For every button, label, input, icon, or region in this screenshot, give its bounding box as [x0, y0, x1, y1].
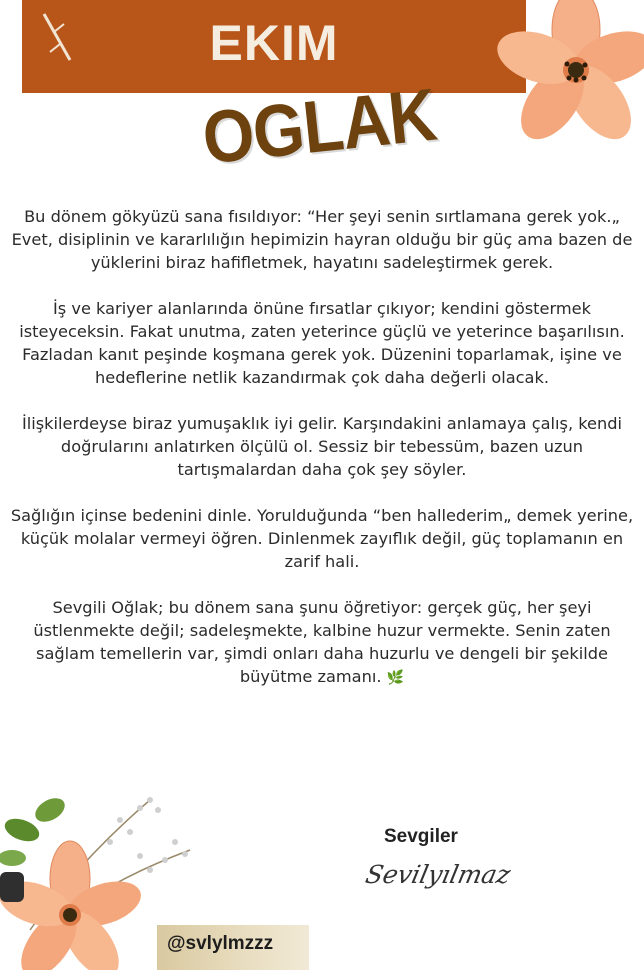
- month-title: EKIM: [209, 15, 339, 71]
- paragraph-health: Sağlığın içinse bedenini dinle. Yorulduğunda “ben hallederim„ demek yerine, küçük molalar vermeyi öğren. Dinlenmek zayıflık değil, güç toplamanın en zarif hali.: [10, 506, 634, 571]
- paragraph-closing: Sevgili Oğlak; bu dönem sana şunu öğretiyor: gerçek güç, her şeyi üstlenmekte değil; sadeleşmekte, kalbine huzur vermekte. Senin zaten sağlam temellerin var, şimdi onları daha huzurlu ve dengeli bir şekilde büyütme zamanı. 🌿: [33, 598, 611, 686]
- flower-icon: [478, 0, 644, 160]
- social-handle-badge: [157, 925, 309, 970]
- social-handle: @svlylmzzz: [167, 933, 274, 954]
- header-banner: [22, 0, 526, 93]
- horoscope-text: [8, 205, 636, 713]
- paragraph-intro: Bu dönem gökyüzü sana fısıldıyor: “Her şeyi senin sırtlamana gerek yok.„ Evet, disiplinin ve kararlılığın hepimizin hayran olduğu bir güç ama bazen de yüklerini biraz hafifletmek, hayatını sadeleştirmek gerek.: [11, 207, 633, 272]
- author-signature: Sevilyılmaz: [362, 860, 514, 889]
- herb-icon: 🌿: [386, 670, 405, 686]
- closing-greeting: Sevgiler: [384, 826, 458, 847]
- paragraph-relationships: İlişkilerdeyse biraz yumuşaklık iyi gelir. Karşındakini anlamaya çalış, kendi doğrularını anlatırken ölçülü ol. Sessiz bir tebessüm, bazen uzun tartışmalardan daha çok şey söyler.: [21, 414, 623, 479]
- paragraph-career: İş ve kariyer alanlarında önüne fırsatlar çıkıyor; kendini göstermek isteyeceksin. Fakat unutma, zaten yeterince güçlü ve yeterince başarılısın. Fazladan kanıt peşinde koşmana gerek yok. Düzenini toparlamak, işine ve hedeflerine netlik kazandırmak çok daha değerli olacak.: [19, 299, 625, 387]
- zodiac-sign-title: OGLAK: [198, 72, 440, 180]
